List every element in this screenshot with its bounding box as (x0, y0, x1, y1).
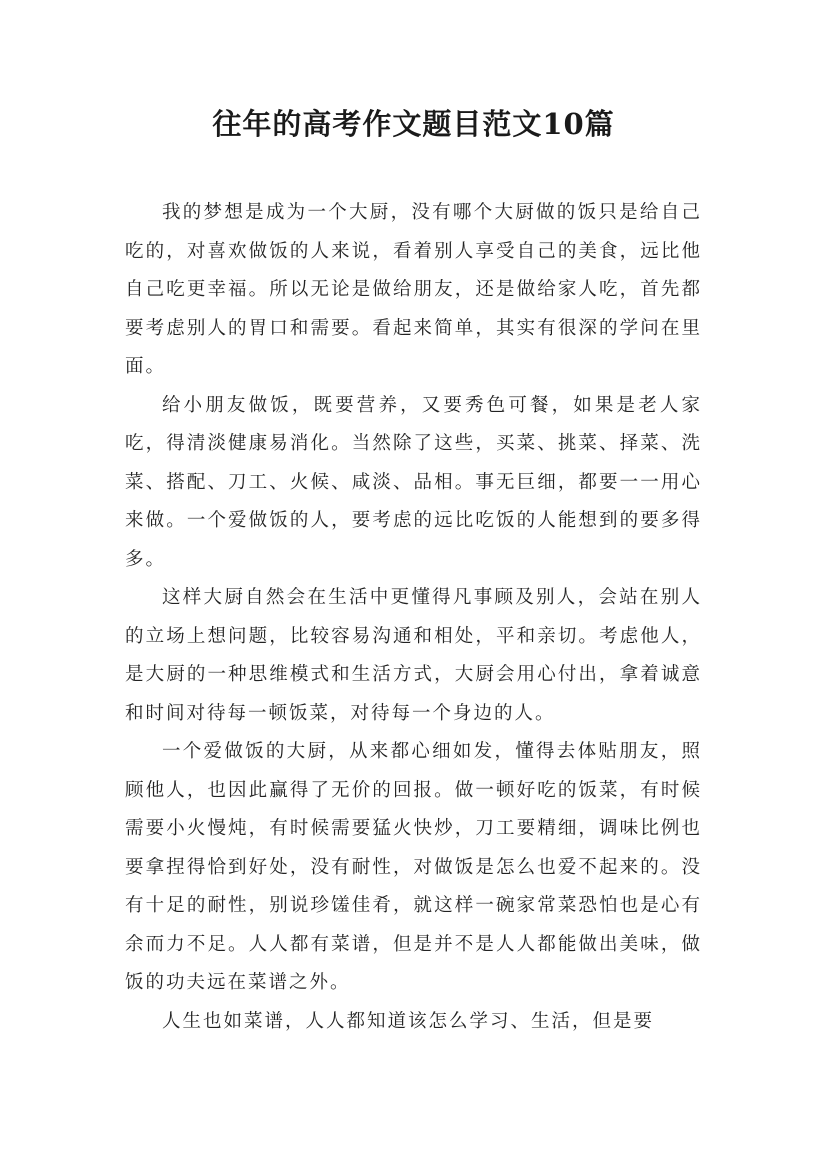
paragraph-2: 给小朋友做饭，既要营养，又要秀色可餐，如果是老人家吃，得清淡健康易消化。当然除了这些，买菜、挑菜、择菜、洗菜、搭配、刀工、火候、咸淡、品相。事无巨细，都要一一用心来做。一个爱做饭的人，要考虑的远比吃饭的人能想到的要多得多。 (125, 394, 702, 570)
paragraph-5: 人生也如菜谱，人人都知道该怎么学习、生活，但是要 (162, 1010, 655, 1032)
document-title: 往年的高考作文题目范文10篇 (212, 107, 615, 141)
document-body (125, 194, 702, 1041)
paragraph-1: 我的梦想是成为一个大厨，没有哪个大厨做的饭只是给自己吃的，对喜欢做饭的人来说，看着别人享受自己的美食，远比他自己吃更幸福。所以无论是做给朋友，还是做给家人吃，首先都要考虑别人的胃口和需要。看起来简单，其实有很深的学问在里面。 (125, 202, 702, 377)
paragraph-4: 一个爱做饭的大厨，从来都心细如发，懂得去体贴朋友，照顾他人，也因此赢得了无价的回报。做一顿好吃的饭菜，有时候需要小火慢炖，有时候需要猛火快炒，刀工要精细，调味比例也要拿捏得恰到好处，没有耐性，对做饭是怎么也爱不起来的。没有十足的耐性，别说珍馐佳肴，就这样一碗家常菜恐怕也是心有余而力不足。人人都有菜谱，但是并不是人人都能做出美味，做饭的功夫远在菜谱之外。 (125, 741, 702, 993)
paragraph-3: 这样大厨自然会在生活中更懂得凡事顾及别人，会站在别人的立场上想问题，比较容易沟通和相处，平和亲切。考虑他人，是大厨的一种思维模式和生活方式，大厨会用心付出，拿着诚意和时间对待每一顿饭菜，对待每一个身边的人。 (125, 587, 702, 724)
